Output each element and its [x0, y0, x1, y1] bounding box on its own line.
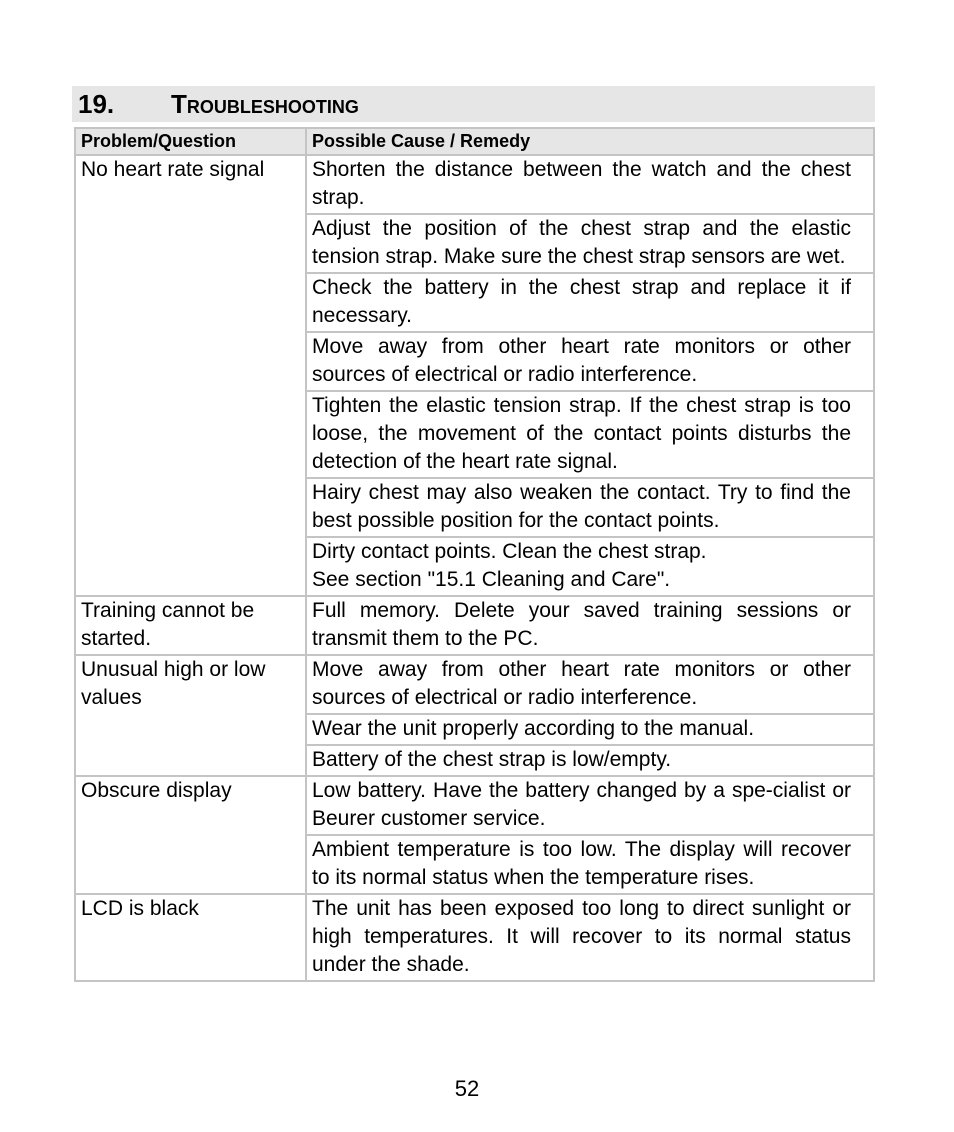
table-row	[75, 596, 874, 655]
page-number: 52	[454, 1076, 480, 1101]
remedy-cell: Wear the unit properly according to the manual.	[306, 714, 874, 745]
remedy-cell: Adjust the position of the chest strap and the elastic tension strap. Make sure the chest strap sensors are wet.	[306, 214, 874, 273]
remedy-cell: The unit has been exposed too long to direct sunlight or high temperatures. It will recover to its normal status under the shade.	[306, 894, 874, 981]
remedy-cell: Check the battery in the chest strap and replace it if necessary.	[306, 273, 874, 332]
header-remedy: Possible Cause / Remedy	[306, 128, 874, 155]
problem-cell: Unusual high or low values	[75, 655, 306, 776]
remedy-cell: Hairy chest may also weaken the contact. Try to find the best possible position for the contact points.	[306, 478, 874, 537]
header-problem: Problem/Question	[75, 128, 306, 155]
remedy-cell: Shorten the distance between the watch and the chest strap.	[306, 155, 874, 214]
remedy-cell: Move away from other heart rate monitors or other sources of electrical or radio interference.	[306, 655, 874, 714]
section-title: Troubleshooting	[171, 89, 359, 119]
remedy-cell: Ambient temperature is too low. The display will recover to its normal status when the temperature rises.	[306, 835, 874, 894]
remedy-cell: Dirty contact points. Clean the chest strap. See section "15.1 Cleaning and Care".	[306, 537, 874, 596]
table-row	[75, 894, 874, 981]
section-heading	[72, 86, 875, 122]
troubleshooting-table	[74, 127, 875, 982]
problem-cell: LCD is black	[75, 894, 306, 981]
problem-cell: Obscure display	[75, 776, 306, 894]
problem-cell: Training cannot be started.	[75, 596, 306, 655]
table-row	[75, 155, 874, 214]
section-number: 19.	[78, 89, 115, 119]
table-header-row	[75, 128, 874, 155]
remedy-cell: Tighten the elastic tension strap. If the chest strap is too loose, the movement of the contact points disturbs the detection of the heart rate signal.	[306, 391, 874, 478]
problem-cell: No heart rate signal	[75, 155, 306, 596]
table-row	[75, 655, 874, 714]
table-row	[75, 776, 874, 835]
remedy-cell: Full memory. Delete your saved training sessions or transmit them to the PC.	[306, 596, 874, 655]
remedy-cell: Low battery. Have the battery changed by a spe-cialist or Beurer customer service.	[306, 776, 874, 835]
remedy-cell: Battery of the chest strap is low/empty.	[306, 745, 874, 776]
remedy-cell: Move away from other heart rate monitors or other sources of electrical or radio interference.	[306, 332, 874, 391]
